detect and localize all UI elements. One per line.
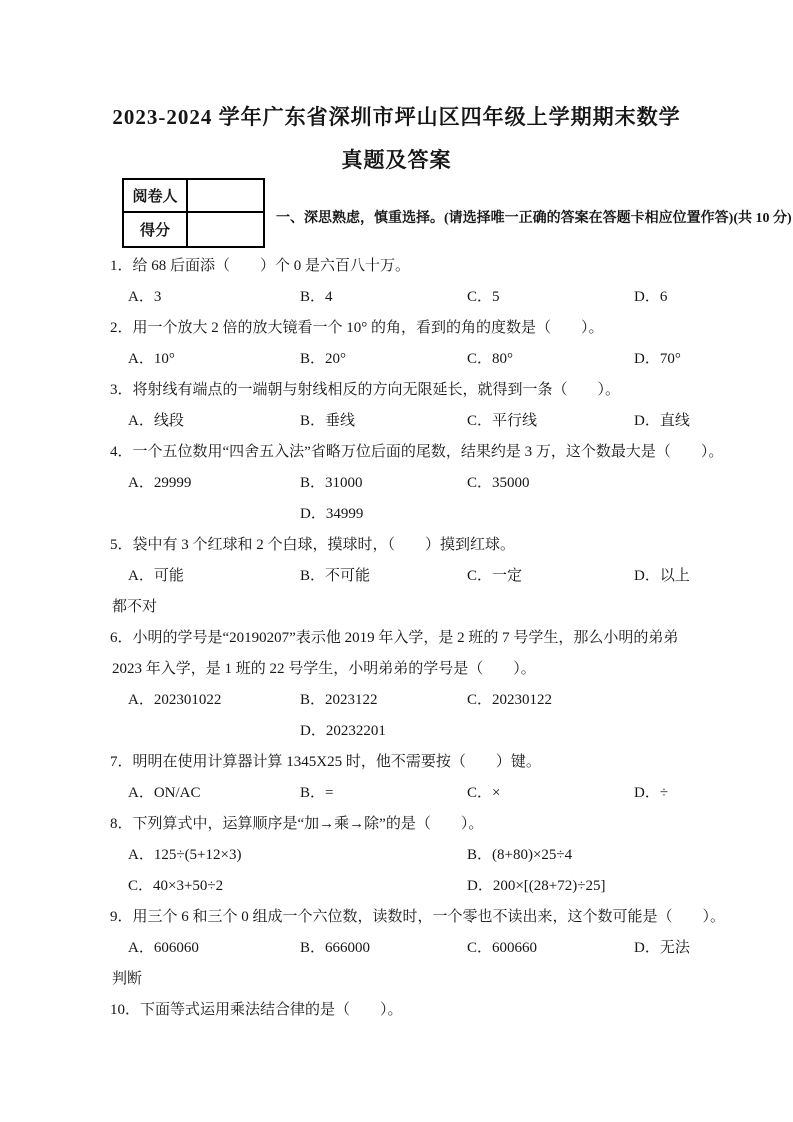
question-1: [0, 251, 793, 313]
question-8-option-b: B．(8+80)×25÷4: [467, 847, 573, 863]
question-9: [0, 902, 793, 995]
question-8-option-d: D．200×[(28+72)÷25]: [467, 878, 606, 894]
question-3-option-b: B．垂线: [300, 413, 356, 429]
question-4: [0, 437, 793, 530]
question-5-option-c: C．一定: [467, 568, 523, 584]
question-2: [0, 313, 793, 375]
question-3: [0, 375, 793, 437]
question-5: [0, 530, 793, 623]
question-7-options: [128, 778, 793, 809]
question-5-options: [128, 561, 793, 592]
question-8-option-c: C．40×3+50÷2: [128, 878, 224, 894]
score-label: 得分: [124, 213, 188, 246]
question-8-options-row1: [128, 840, 793, 871]
question-6-text-line2: 2023 年入学，是 1 班的 22 号学生，小明弟弟的学号是（ ）。: [112, 661, 536, 677]
question-9-option-b: B．666000: [300, 940, 371, 956]
question-9-option-c: C．600660: [467, 940, 538, 956]
question-8: [0, 809, 793, 902]
question-4-option-c: C．35000: [467, 475, 530, 491]
question-5-option-b: B．不可能: [300, 568, 371, 584]
question-10-text: 10．下面等式运用乘法结合律的是（ ）。: [110, 1002, 403, 1018]
question-2-option-b: B．20°: [300, 351, 347, 367]
questions-area: [0, 251, 793, 1026]
question-9-option-d: D．无法: [634, 940, 690, 956]
question-2-option-c: C．80°: [467, 351, 514, 367]
question-9-option-a: A．606060: [128, 940, 199, 956]
question-6-option-a: A．202301022: [128, 692, 222, 708]
question-7-option-d: D．÷: [634, 785, 669, 801]
question-6: [0, 623, 793, 747]
question-9-options: [128, 933, 793, 964]
question-3-option-d: D．直线: [634, 413, 690, 429]
question-4-option-d: D．34999: [300, 506, 364, 522]
question-1-options: [128, 282, 793, 313]
question-7: [0, 747, 793, 809]
question-8-text: 8．下列算式中，运算顺序是“加→乘→除”的是（ ）。: [110, 816, 484, 832]
reviewer-value-cell: [188, 180, 263, 213]
question-6-option-c: C．20230122: [467, 692, 553, 708]
page-title-line1: 2023-2024 学年广东省深圳市坪山区四年级上学期期末数学: [112, 105, 681, 129]
question-4-text: 4．一个五位数用“四舍五入法”省略万位后面的尾数，结果约是 3 万，这个数最大是（ ）。: [110, 444, 724, 460]
reviewer-label: 阅卷人: [124, 180, 188, 213]
question-9-text: 9．用三个 6 和三个 0 组成一个六位数，读数时，一个零也不读出来，这个数可能是（ ）。: [110, 909, 726, 925]
question-2-option-d: D．70°: [634, 351, 681, 367]
question-10: [0, 995, 793, 1026]
question-7-option-a: A．ON/AC: [128, 785, 201, 801]
question-8-options-row2: [128, 871, 793, 902]
question-2-option-a: A．10°: [128, 351, 175, 367]
question-5-option-d-wrap: 都不对: [112, 599, 158, 615]
question-7-option-b: B．=: [300, 785, 334, 801]
question-4-option-b: B．31000: [300, 475, 363, 491]
question-1-option-a: A．3: [128, 289, 162, 305]
question-1-option-d: D．6: [634, 289, 668, 305]
question-6-option-d: D．20232201: [300, 723, 386, 739]
question-7-option-c: C．×: [467, 785, 501, 801]
question-5-option-a: A．可能: [128, 568, 184, 584]
question-8-option-a: A．125÷(5+12×3): [128, 847, 242, 863]
question-2-options: [128, 344, 793, 375]
question-6-text-line1: 6．小明的学号是“20190207”表示他 2019 年入学，是 2 班的 7 号学生，那么小明的弟弟: [110, 630, 679, 646]
question-4-options-row1: [128, 468, 793, 499]
question-5-option-d: D．以上: [634, 568, 690, 584]
question-3-option-a: A．线段: [128, 413, 184, 429]
question-2-text: 2．用一个放大 2 倍的放大镜看一个 10° 的角，看到的角的度数是（ ）。: [110, 320, 604, 336]
grader-score-table: [122, 178, 265, 248]
question-3-text: 3．将射线有端点的一端朝与射线相反的方向无限延长，就得到一条（ ）。: [110, 382, 621, 398]
score-value-cell: [188, 213, 263, 246]
question-4-option-a: A．29999: [128, 475, 192, 491]
question-5-text: 5．袋中有 3 个红球和 2 个白球，摸球时，（ ）摸到红球。: [110, 537, 516, 553]
question-6-options-row1: [128, 685, 793, 716]
question-1-option-c: C．5: [467, 289, 500, 305]
question-4-options-row2: [128, 499, 793, 530]
page-title-line2: 真题及答案: [341, 148, 452, 172]
question-7-text: 7．明明在使用计算器计算 1345X25 时，他不需要按（ ）键。: [110, 754, 541, 770]
question-6-option-b: B．2023122: [300, 692, 378, 708]
question-3-option-c: C．平行线: [467, 413, 538, 429]
question-6-options-row2: [128, 716, 793, 747]
section-heading: 一、深思熟虑，慎重选择。(请选择唯一正确的答案在答题卡相应位置作答)(共 10 分): [276, 211, 792, 226]
question-3-options: [128, 406, 793, 437]
question-1-option-b: B．4: [300, 289, 333, 305]
question-9-option-d-wrap: 判断: [112, 971, 143, 987]
question-1-text: 1．给 68 后面添（ ）个 0 是六百八十万。: [110, 258, 411, 274]
